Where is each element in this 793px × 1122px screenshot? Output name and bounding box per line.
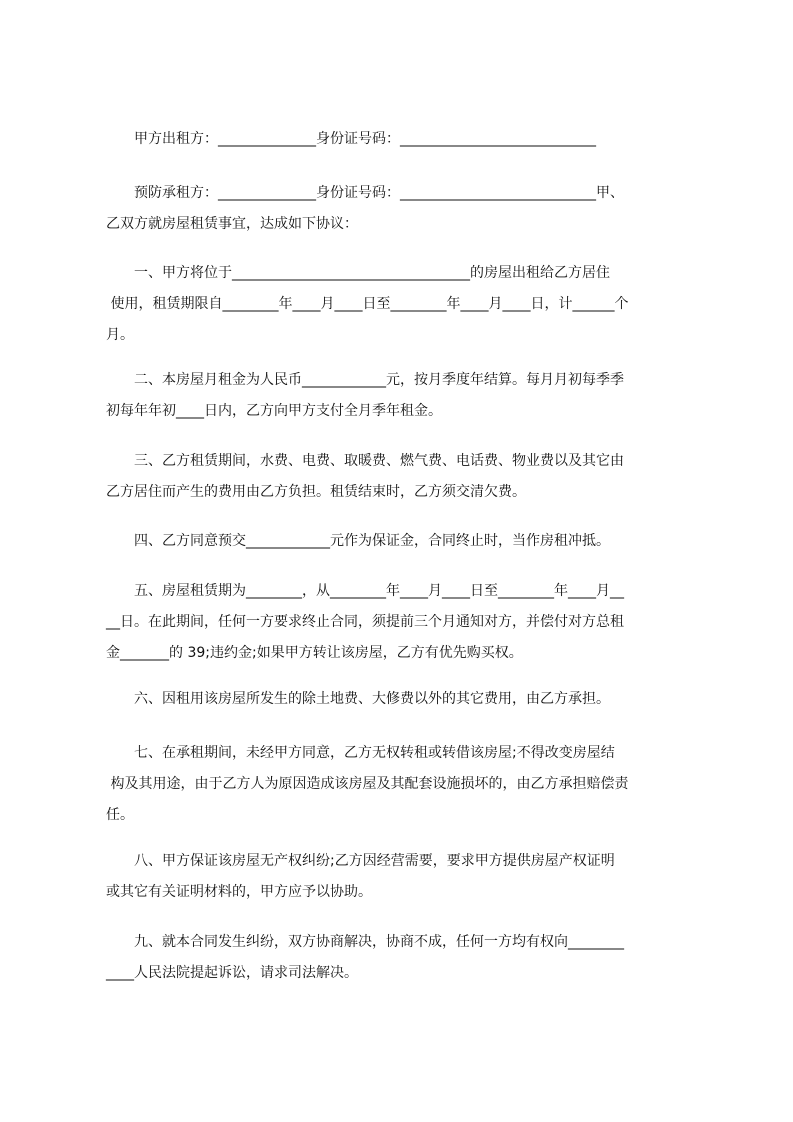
clause-line: 金_______的 39;违约金;如果甲方转让该房屋，乙方有优先购买权。	[106, 645, 523, 661]
lessee-line-2: 乙双方就房屋租赁事宜，达成如下协议：	[106, 216, 358, 232]
clause-line: 初每年年初____日内，乙方向甲方支付全月季年租金。	[106, 403, 442, 419]
clause-line: 使用，租赁期限自________年____月____日至________年____月____日，计______个	[106, 296, 629, 312]
clause-line: 六、因租用该房屋所发生的除土地费、大修费以外的其它费用，由乙方承担。	[134, 691, 610, 707]
clause-line: 七、在承租期间，未经甲方同意，乙方无权转租或转借该房屋;不得改变房屋结	[134, 745, 615, 761]
clause-line: __日。在此期间，任何一方要求终止合同，须提前三个月通知对方，并偿付对方总租	[106, 614, 624, 630]
clause-1	[106, 258, 702, 351]
clause-line: 任。	[106, 807, 134, 823]
lessor-line: 甲方出租方：______________身份证号码：____________________________	[134, 131, 596, 147]
clause-line: 二、本房屋月租金为人民币____________元，按月季度年结算。每月月初每季季	[134, 372, 624, 388]
clause-line: ____人民法院提起诉讼，请求司法解决。	[106, 965, 358, 981]
clause-8	[106, 846, 702, 908]
clause-line: 九、就本合同发生纠纷，双方协商解决，协商不成，任何一方均有权向________	[134, 934, 624, 950]
clause-7	[106, 738, 702, 831]
clause-line: 八、甲方保证该房屋无产权纠纷;乙方因经营需要，要求甲方提供房屋产权证明	[134, 853, 615, 869]
clause-2	[106, 365, 702, 427]
clause-line: 三、乙方租赁期间，水费、电费、取暖费、燃气费、电话费、物业费以及其它由	[134, 453, 624, 469]
clause-line: 或其它有关证明材料的，甲方应予以协助。	[106, 884, 372, 900]
clause-line: 乙方居住而产生的费用由乙方负担。租赁结束时，乙方须交清欠费。	[106, 484, 526, 500]
lessor-paragraph	[106, 124, 702, 155]
clause-6	[106, 684, 702, 715]
clause-4	[106, 526, 702, 557]
lessee-paragraph	[106, 178, 702, 240]
clause-line: 四、乙方同意预交____________元作为保证金，合同终止时，当作房租冲抵。	[134, 533, 610, 549]
clause-line: 月。	[106, 327, 134, 343]
clause-5	[106, 576, 702, 669]
clause-9	[106, 927, 702, 989]
lessee-line-1: 预防承租方：______________身份证号码：____________________________甲、	[134, 185, 624, 201]
clause-line: 一、甲方将位于__________________________________的房屋出租给乙方居住	[134, 265, 610, 281]
clause-line: 构及其用途，由于乙方人为原因造成该房屋及其配套设施损坏的，由乙方承担赔偿责	[106, 776, 629, 792]
clause-3	[106, 446, 702, 508]
clause-line: 五、房屋租赁期为________，从________年____月____日至________年____月__	[134, 583, 624, 599]
